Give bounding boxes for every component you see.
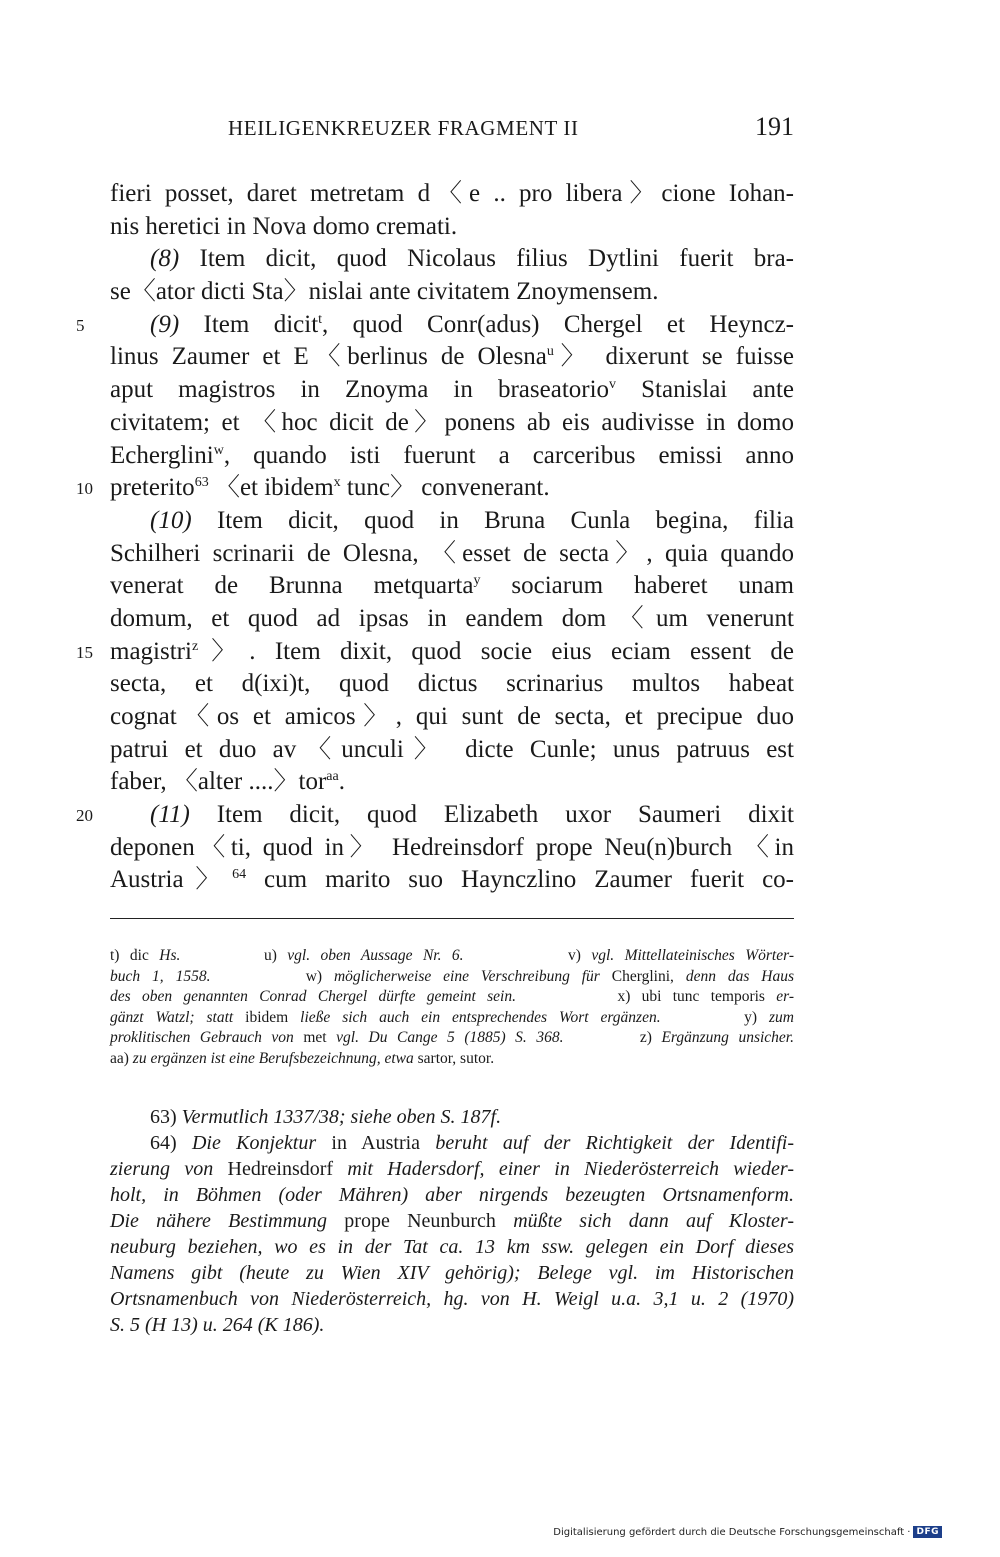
running-header (228, 112, 794, 150)
line-number: 10 (76, 479, 93, 499)
text-line: domum, et quod ad ipsas in eandem dom〈um venerunt (110, 604, 794, 632)
footnote-line: zierung von Hedreinsdorf mit Hadersdorf, einer in Niederösterreich wieder- (110, 1158, 794, 1180)
text-line: civitatem; et 〈hoc dicit de〉ponens ab eis audivisse in domo (110, 408, 794, 436)
text-line: (8) Item dicit, quod Nicolaus filius Dytlini fuerit bra- (150, 245, 794, 273)
text-line: patrui et duo av〈unculi〉 dicte Cunle; unus patruus est (110, 735, 794, 763)
footnote-line: S. 5 (H 13) u. 264 (K 186). (110, 1314, 325, 1336)
text-line: deponen〈ti, quod in〉 Hedreinsdorf prope Neu(n)burch 〈in (110, 833, 794, 861)
footnote-line: Die nähere Bestimmung prope Neunburch müßte sich dann auf Kloster- (110, 1210, 794, 1232)
funding-credit (553, 1526, 942, 1538)
critical-apparatus (110, 946, 794, 1069)
line-number: 15 (76, 642, 93, 662)
footnote-line: holt, in Böhmen (oder Mähren) aber nirgends bezeugten Ortsnamenform. (110, 1184, 794, 1206)
footnote-line: Ortsnamenbuch von Niederösterreich, hg. von H. Weigl u.a. 3,1 u. 2 (1970) (110, 1288, 794, 1310)
text-line: Schilheri scrinarii de Olesna, 〈esset de secta〉, quia quando (110, 539, 794, 567)
text-line: nis heretici in Nova domo cremati. (110, 212, 458, 240)
text-line: preterito$^{63}$ 〈et ibidem$^x$ tunc〉 convenerant. 10 (110, 472, 794, 505)
funding-credit-text: Digitalisierung gefördert durch die Deutsche Forschungsgemeinschaft · (553, 1526, 911, 1538)
text-line: secta, et d(ixi)t, quod dictus scrinarius multos habeat (110, 670, 794, 698)
apparatus-line: gänzt Watzl; statt ibidem ließe sich auch ein entsprechendes Wort ergänzen. y) zum (110, 1008, 794, 1026)
text-line: (9) Item dicit$^t$, quod Conr(adus) Chergel et Heyncz- 5 (110, 309, 794, 342)
text-line: aput magistros in Znoyma in braseatorio$^v$ Stanislai ante (110, 376, 794, 404)
footnote-line: 63) Vermutlich 1337/38; siehe oben S. 187f. (150, 1106, 502, 1128)
apparatus-line: buch 1, 1558. w) möglicherweise eine Verschreibung für Cherglini, denn das Haus (110, 967, 795, 985)
apparatus-line: aa) zu ergänzen ist eine Berufsbezeichnung, etwa sartor, sutor. (110, 1049, 495, 1067)
text-line: Echerglini$^w$, quando isti fuerunt a carceribus emissi anno (110, 441, 794, 469)
footnote-line: Namens gibt (heute zu Wien XIV gehörig); Belege vgl. im Historischen (110, 1262, 794, 1284)
text-line: fieri posset, daret metretam d〈e .. pro libera〉cione Iohan- (110, 180, 794, 207)
text-line: magistri$^z$〉. Item dixit, quod socie eius eciam essent de 15 (110, 636, 794, 669)
text-line: venerat de Brunna metquarta$^y$ sociarum haberet unam (110, 572, 794, 600)
apparatus-line: proklitischen Gebrauch von met vgl. Du Cange 5 (1885) S. 368. z) Ergänzung unsicher. (110, 1029, 794, 1046)
footnote-line: neuburg beziehen, wo es in der Tat ca. 13 km ssw. gelegen ein Dorf dieses (110, 1236, 794, 1258)
line-number: 5 (76, 315, 85, 335)
page-number: 191 (755, 112, 794, 141)
text-line: se〈ator dicti Sta〉nislai ante civitatem Znoymensem. (110, 278, 659, 306)
text-line: cognat〈os et amicos〉, qui sunt de secta, et precipue duo (110, 703, 794, 730)
footnotes (110, 1104, 794, 1338)
main-text (76, 178, 794, 897)
text-line: linus Zaumer et E〈berlinus de Olesna$^u$〉 dixerunt se fuisse (110, 343, 794, 371)
text-line: faber, 〈alter ....〉tor$^{aa}$. (110, 768, 345, 796)
footnote-separator-rule (110, 918, 794, 919)
text-line: Austria〉$^{64}$ cum marito suo Haynczlino Zaumer fuerit co- (110, 866, 794, 894)
apparatus-line: des oben genannten Conrad Chergel dürfte gemeint sein. x) ubi tunc temporis er- (110, 988, 794, 1005)
text-line: (10) Item dicit, quod in Bruna Cunla begina, filia (150, 506, 794, 534)
text-line: (11) Item dicit, quod Elizabeth uxor Saumeri dixit 20 (110, 799, 794, 832)
running-title: HEILIGENKREUZER FRAGMENT II (228, 116, 579, 140)
apparatus-line: t) dic Hs. u) vgl. oben Aussage Nr. 6. v) vgl. Mittellateinisches Wörter- (110, 947, 794, 964)
dfg-logo: DFG (913, 1526, 942, 1538)
line-number: 20 (76, 806, 93, 826)
footnote-line: 64) Die Konjektur in Austria beruht auf der Richtigkeit der Identifi- (150, 1132, 794, 1154)
